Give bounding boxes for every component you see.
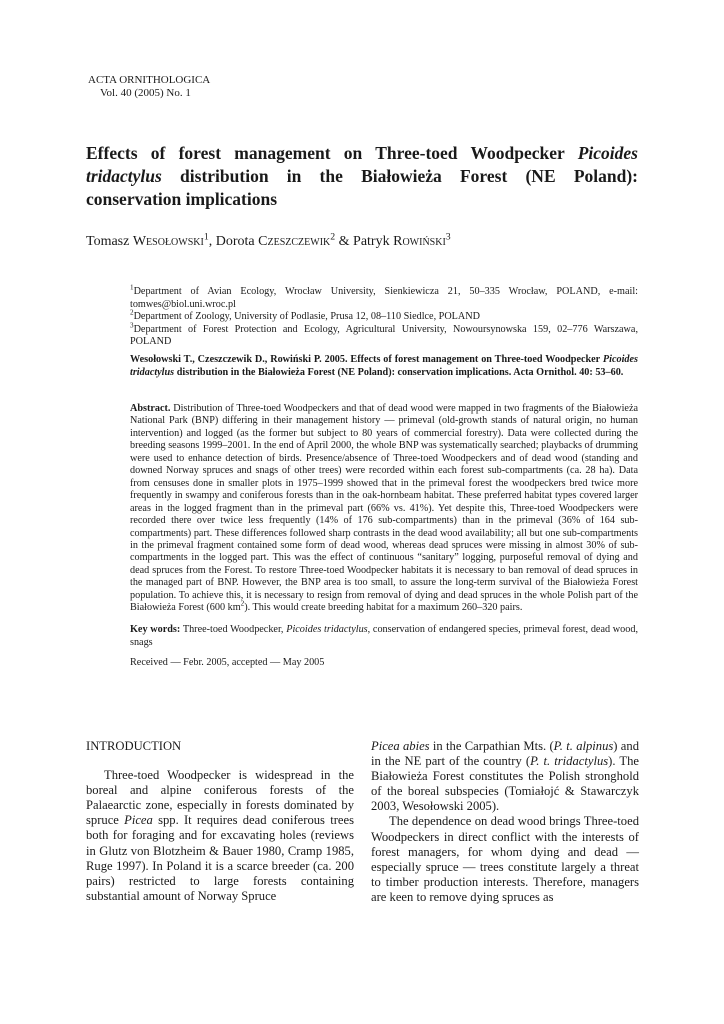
title-line-1: Effects of forest management on Three-toed Woodpecker Picoides <box>86 143 638 163</box>
keywords: Key words: Three-toed Woodpecker, Picoides tridactylus, conservation of endangered species, primeval forest, dead wood, snags <box>130 624 638 648</box>
citation: Wesołowski T., Czeszczewik D., Rowiński P. 2005. Effects of forest management on Three-toed Woodpecker Picoides tridactylus distribution in the Białowieża Forest (NE Poland): conservation implications. Acta Ornithol. 40: 53–60. <box>130 354 638 378</box>
journal-header <box>88 74 210 100</box>
author-list: Tomasz Wesołowski$^1$, Dorota Czeszczewik$^2$ & Patryk Rowiński$^3$ <box>86 231 451 249</box>
affiliations <box>130 283 638 349</box>
title-line-3: conservation implications <box>86 189 278 209</box>
journal-name: ACTA ORNITHOLOGICA <box>88 74 211 86</box>
keywords-label: Key words: <box>130 624 181 635</box>
title-line-2: tridactylus distribution in the Białowieża Forest (NE Poland): <box>86 166 638 186</box>
section-heading-introduction: INTRODUCTION <box>86 739 182 753</box>
affiliation-2: $^2$Department of Zoology, University of Podlasie, Prusa 12, 08–110 Siedlce, POLAND <box>130 308 480 322</box>
body-column-left <box>86 739 354 904</box>
received-dates: Received — Febr. 2005, accepted — May 2005 <box>130 657 325 668</box>
affiliation-3: $^3$Department of Forest Protection and Ecology, Agricultural University, Nowoursynowska 159, 02–776 Warszawa, POLAND <box>130 321 638 347</box>
intro-paragraph-2: The dependence on dead wood brings Three-toed Woodpeckers in direct conflict with the interests of forest managers, for whom dying and dead — especially spruce — trees constitute largely a threat to timber production interests. Therefore, managers are keen to remove dying spruces as <box>371 814 639 904</box>
abstract: Abstract. Distribution of Three-toed Woodpeckers and that of dead wood were mapped in two fragments of the Białowieża National Park (BNP) differing in their management history — primeval (old-growth stands of natural origin, no human intervention) and logged (as the former but subject to 80 years of commercial forestry). Data were collected during the breeding seasons 1999–2001. In the end of April 2000, the whole BNP was systematically searched; playbacks of drumming were used to enhance detection of birds. Presence/absence of Three-toed Woodpeckers and of dead wood (standing and downed Norway spruces and snags of other trees) were recorded within each forest sub-compartments (ca. 28 ha). Data from censuses done in smaller plots in 1975–1999 showed that in the primeval forest the woodpeckers bred twice more frequently in swampy and coniferous forests than in the oak-hornbeam habitat. These preferred habitat types covered larger areas in the logged fragment than in the primeval part (66% vs. 41%). Yet despite this, Three-toed Woodpeckers were recorded there over twice less frequently (14% of 176 sub-compartments) than in the primeval (36% of 164 sub-compartments) part. These differences followed sharp contrasts in the dead wood availability; all but one sub-compartments in the primeval fragment contained some form of dead wood, whereas dead spruces were missing in almost 30% of sub-compartments in the logged part. This was the effect of continuous “sanitary” logging, purposeful removal of dying and dead spruces from the Forest. To restore Three-toed Woodpecker habitats it is necessary to ban removal of dead spruces in the managed part of BNP. However, the BNP area is too small, to assure the long-term survival of the Białowieża Forest population. To achieve this, it is necessary to resign from removal of dying and dead spruces in the whole Polish part of the Białowieża Forest (600 $km^2$). This would create breeding habitat for a maximum 260–320 pairs. <box>130 403 638 614</box>
intro-paragraph-1-continued: Picea abies in the Carpathian Mts. (P. t. alpinus) and in the NE part of the country (P. t. tridactylus). The Białowieża Forest constitutes the Polish stronghold of the boreal subspecies (Tomiałojć & Stawarczyk 2003, Wesołowski 2005). <box>371 739 639 814</box>
abstract-label: Abstract. <box>130 403 171 414</box>
article-title <box>86 142 638 234</box>
journal-volume: Vol. 40 (2005) No. 1 <box>100 87 191 99</box>
affiliation-1: $^1$Department of Avian Ecology, Wrocław University, Sienkiewicza 21, 50–335 Wrocław, POLAND, e-mail: tomwes@biol.uni.wroc.pl <box>130 283 638 310</box>
intro-paragraph-1: Three-toed Woodpecker is widespread in the boreal and alpine coniferous forests of the Palaearctic zone, especially in forests dominated by spruce Picea spp. It requires dead coniferous trees both for foraging and for excavating holes (reviews in Glutz von Blotzheim & Bauer 1980, Cramp 1985, Ruge 1997). In Poland it is a scarce breeder (ca. 200 pairs) restricted to large forests containing substantial amount of Norway Spruce <box>86 768 354 903</box>
body-column-right <box>371 739 639 905</box>
